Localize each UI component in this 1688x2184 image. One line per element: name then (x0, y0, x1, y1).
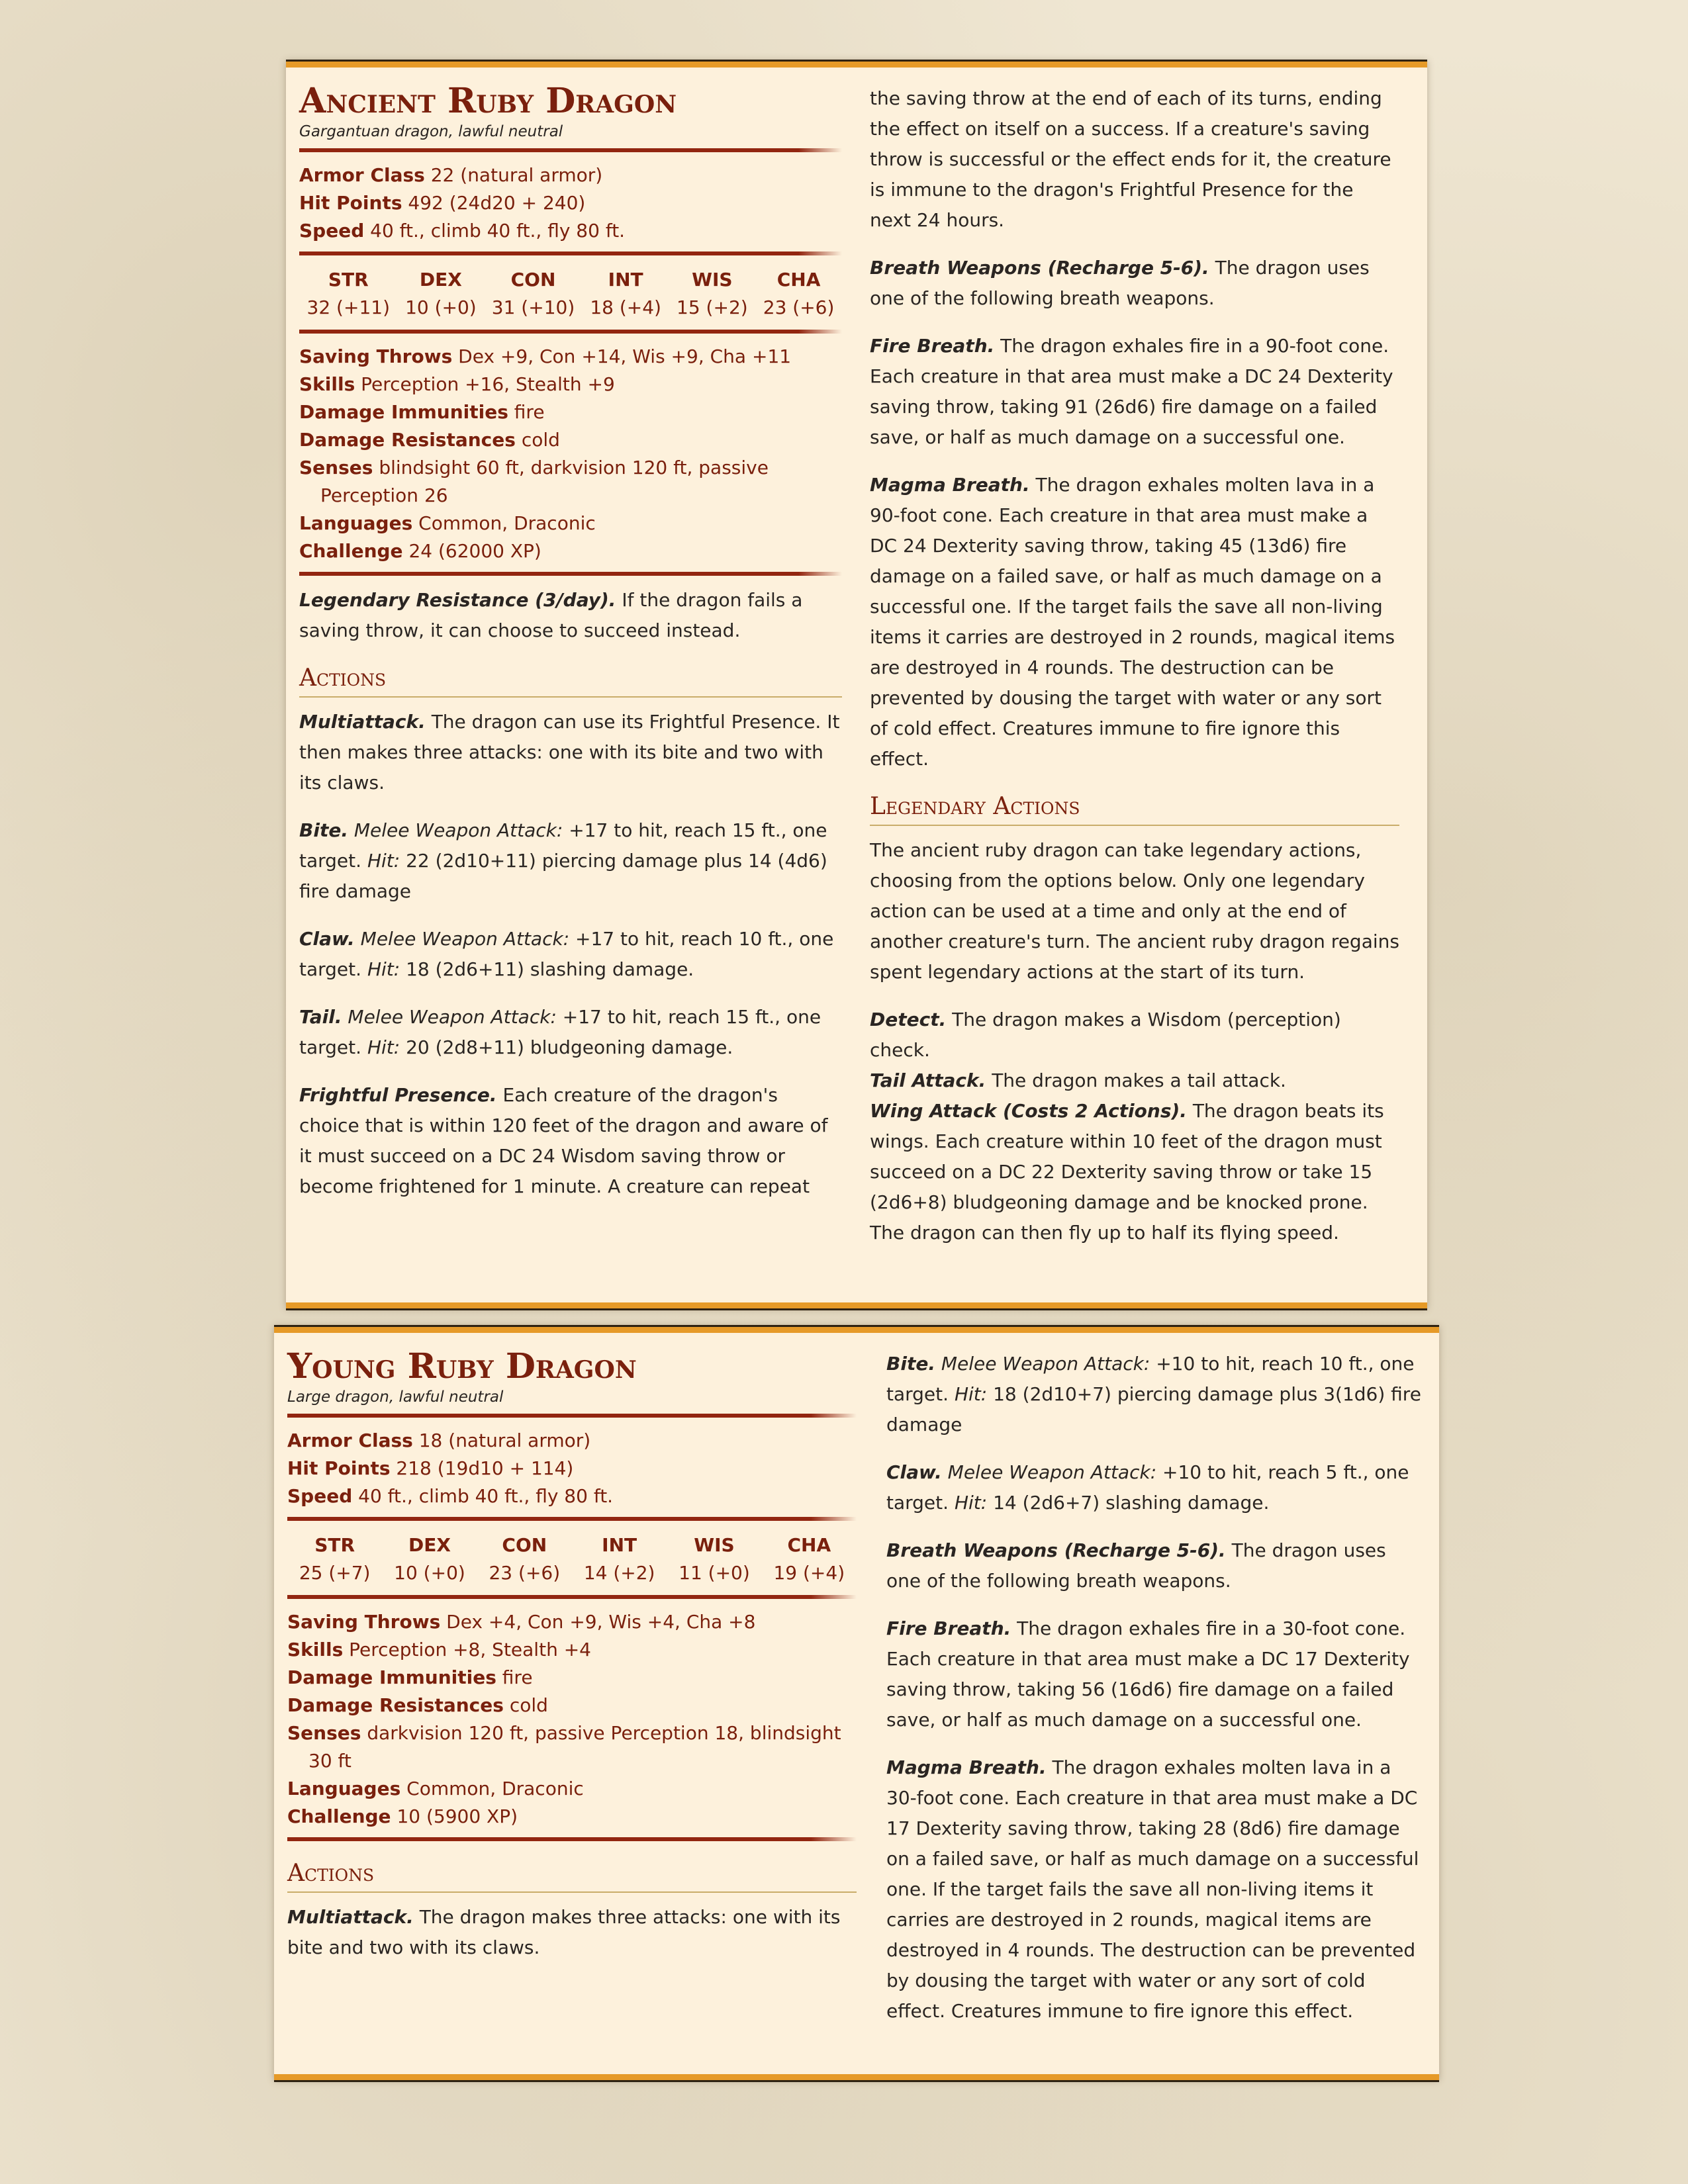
languages: Languages Common, Draconic (299, 512, 596, 534)
action-claw: Claw. Melee Weapon Attack: +17 to hit, reach 10 ft., one target. Hit: 18 (2d6+11) slashing damage. (299, 928, 834, 980)
stat-block-young-ruby-dragon (274, 1326, 1439, 2081)
action-frightful-presence-continued: the saving throw at the end of each of its turns, ending the effect on itself on a success. If a creature's saving throw is successful or the effect ends for it, the creature is immune to the dragon's Frightful Presence for the next 24 hours. (870, 87, 1391, 231)
divider (287, 1517, 857, 1521)
action-frightful-presence: Frightful Presence. Each creature of the dragon's choice that is within 120 feet of the dragon and aware of it must succeed on a DC 24 Wisdom saving throw or become frightened for 1 minute. A creature can repeat (299, 1084, 828, 1197)
left-column (299, 81, 842, 1202)
action-multiattack: Multiattack. The dragon makes three attacks: one with its bite and two with its claws. (287, 1906, 841, 1958)
divider (287, 1414, 857, 1418)
ability-str: STR 25 (+7) (299, 1534, 371, 1584)
action-fire-breath: Fire Breath. The dragon exhales fire in a 30-foot cone. Each creature in that area must make a DC 17 Dexterity saving throw, taking 56 (16d6) fire damage on a failed save, or half as much damage on a successful one. (886, 1617, 1410, 1731)
right-column (870, 83, 1399, 1248)
section-actions: Actions (287, 1858, 857, 1893)
damage-immunities: Damage Immunities fire (287, 1666, 533, 1688)
ability-scores (287, 1530, 857, 1588)
damage-resistances: Damage Resistances cold (299, 429, 560, 451)
divider (299, 572, 842, 576)
challenge: Challenge 10 (5900 XP) (287, 1805, 518, 1827)
senses: Senses blindsight 60 ft, darkvision 120 ft, passive Perception 26 (299, 457, 769, 506)
saving-throws: Saving Throws Dex +9, Con +14, Wis +9, Cha +11 (299, 345, 792, 367)
left-column (287, 1346, 857, 1980)
action-multiattack: Multiattack. The dragon can use its Frightful Presence. It then makes three attacks: one with its bite and two with its claws. (299, 711, 840, 794)
ability-cha: CHA 19 (+4) (773, 1534, 845, 1584)
action-bite: Bite. Melee Weapon Attack: +17 to hit, reach 15 ft., one target. Hit: 22 (2d10+11) piercing damage plus 14 (4d6) fire damage (299, 819, 827, 902)
stat-block-ancient-ruby-dragon (286, 61, 1427, 1309)
challenge: Challenge 24 (62000 XP) (299, 540, 541, 562)
section-actions: Actions (299, 663, 842, 698)
ability-cha: CHA 23 (+6) (763, 269, 835, 318)
damage-immunities: Damage Immunities fire (299, 401, 545, 423)
ability-str: STR 32 (+11) (306, 269, 390, 318)
divider (287, 1837, 857, 1841)
speed: Speed 40 ft., climb 40 ft., fly 80 ft. (299, 220, 626, 242)
right-column (886, 1349, 1423, 2044)
action-breath-weapons: Breath Weapons (Recharge 5-6). The dragon uses one of the following breath weapons. (870, 257, 1370, 309)
monster-name: Ancient Ruby Dragon (299, 81, 677, 121)
divider (299, 148, 842, 152)
divider (299, 251, 842, 255)
monster-meta: Gargantuan dragon, lawful neutral (299, 123, 563, 140)
ability-con: CON 31 (+10) (491, 269, 575, 318)
divider (287, 1595, 857, 1599)
ability-int: INT 14 (+2) (583, 1534, 655, 1584)
armor-class: Armor Class 18 (natural armor) (287, 1430, 591, 1451)
action-bite: Bite. Melee Weapon Attack: +10 to hit, reach 10 ft., one target. Hit: 18 (2d10+7) piercing damage plus 3(1d6) fire damage (886, 1353, 1421, 1435)
legendary-detect: Detect. The dragon makes a Wisdom (perception) check. (870, 1009, 1341, 1061)
action-claw: Claw. Melee Weapon Attack: +10 to hit, reach 5 ft., one target. Hit: 14 (2d6+7) slashing damage. (886, 1461, 1409, 1514)
hit-points: Hit Points 492 (24d20 + 240) (299, 192, 586, 214)
senses: Senses darkvision 120 ft, passive Perception 18, blindsight 30 ft (287, 1722, 841, 1772)
legendary-tail-attack: Tail Attack. The dragon makes a tail attack. (870, 1069, 1286, 1091)
action-magma-breath: Magma Breath. The dragon exhales molten lava in a 30-foot cone. Each creature in that area must make a DC 17 Dexterity saving throw, taking 28 (8d6) fire damage on a failed save, or half as much damage on a successful one. If the target fails the save all non-living items it carries are destroyed in 2 rounds, magical items are destroyed in 4 rounds. The destruction can be prevented by dousing the target with water or any sort of cold effect. Creatures immune to fire ignore this effect. (886, 1756, 1419, 2022)
armor-class: Armor Class 22 (natural armor) (299, 164, 603, 186)
action-breath-weapons: Breath Weapons (Recharge 5-6). The dragon uses one of the following breath weapons. (886, 1539, 1386, 1592)
ability-dex: DEX 10 (+0) (405, 269, 477, 318)
ability-con: CON 23 (+6) (489, 1534, 561, 1584)
legendary-intro: The ancient ruby dragon can take legendary actions, choosing from the options below. Only one legendary action can be used at a time and only at the end of another creature's turn. The ancient ruby dragon regains spent legendary actions at the start of its turn. (870, 839, 1399, 983)
legendary-wing-attack: Wing Attack (Costs 2 Actions). The dragon beats its wings. Each creature within 10 feet of the dragon must succeed on a DC 22 Dexterity saving throw or take 15 (2d6+8) bludgeoning damage and be knocked prone. The dragon can then fly up to half its flying speed. (870, 1100, 1384, 1244)
skills: Skills Perception +8, Stealth +4 (287, 1639, 591, 1661)
ability-wis: WIS 11 (+0) (679, 1534, 750, 1584)
trait-legendary-resistance: Legendary Resistance (3/day). If the dragon fails a saving throw, it can choose to succeed instead. (299, 589, 803, 641)
action-fire-breath: Fire Breath. The dragon exhales fire in a 90-foot cone. Each creature in that area must make a DC 24 Dexterity saving throw, taking 91 (26d6) fire damage on a failed save, or half as much damage on a successful one. (870, 335, 1393, 448)
ability-scores (299, 265, 842, 323)
divider (299, 330, 842, 334)
damage-resistances: Damage Resistances cold (287, 1694, 548, 1716)
action-tail: Tail. Melee Weapon Attack: +17 to hit, reach 15 ft., one target. Hit: 20 (2d8+11) bludgeoning damage. (299, 1006, 821, 1058)
ability-wis: WIS 15 (+2) (677, 269, 748, 318)
skills: Skills Perception +16, Stealth +9 (299, 373, 615, 395)
ability-dex: DEX 10 (+0) (394, 1534, 465, 1584)
section-legendary-actions: Legendary Actions (870, 792, 1399, 826)
action-magma-breath: Magma Breath. The dragon exhales molten lava in a 90-foot cone. Each creature in that area must make a DC 24 Dexterity saving throw, taking 45 (13d6) fire damage on a failed save, or half as much damage on a successful one. If the target fails the save all non-living items it carries are destroyed in 2 rounds, magical items are destroyed in 4 rounds. The destruction can be prevented by dousing the target with water or any sort of cold effect. Creatures immune to fire ignore this effect. (870, 474, 1395, 770)
saving-throws: Saving Throws Dex +4, Con +9, Wis +4, Cha +8 (287, 1611, 756, 1633)
monster-name: Young Ruby Dragon (287, 1346, 637, 1387)
languages: Languages Common, Draconic (287, 1778, 584, 1799)
ability-int: INT 18 (+4) (590, 269, 661, 318)
hit-points: Hit Points 218 (19d10 + 114) (287, 1457, 574, 1479)
speed: Speed 40 ft., climb 40 ft., fly 80 ft. (287, 1485, 614, 1507)
monster-meta: Large dragon, lawful neutral (287, 1388, 504, 1406)
